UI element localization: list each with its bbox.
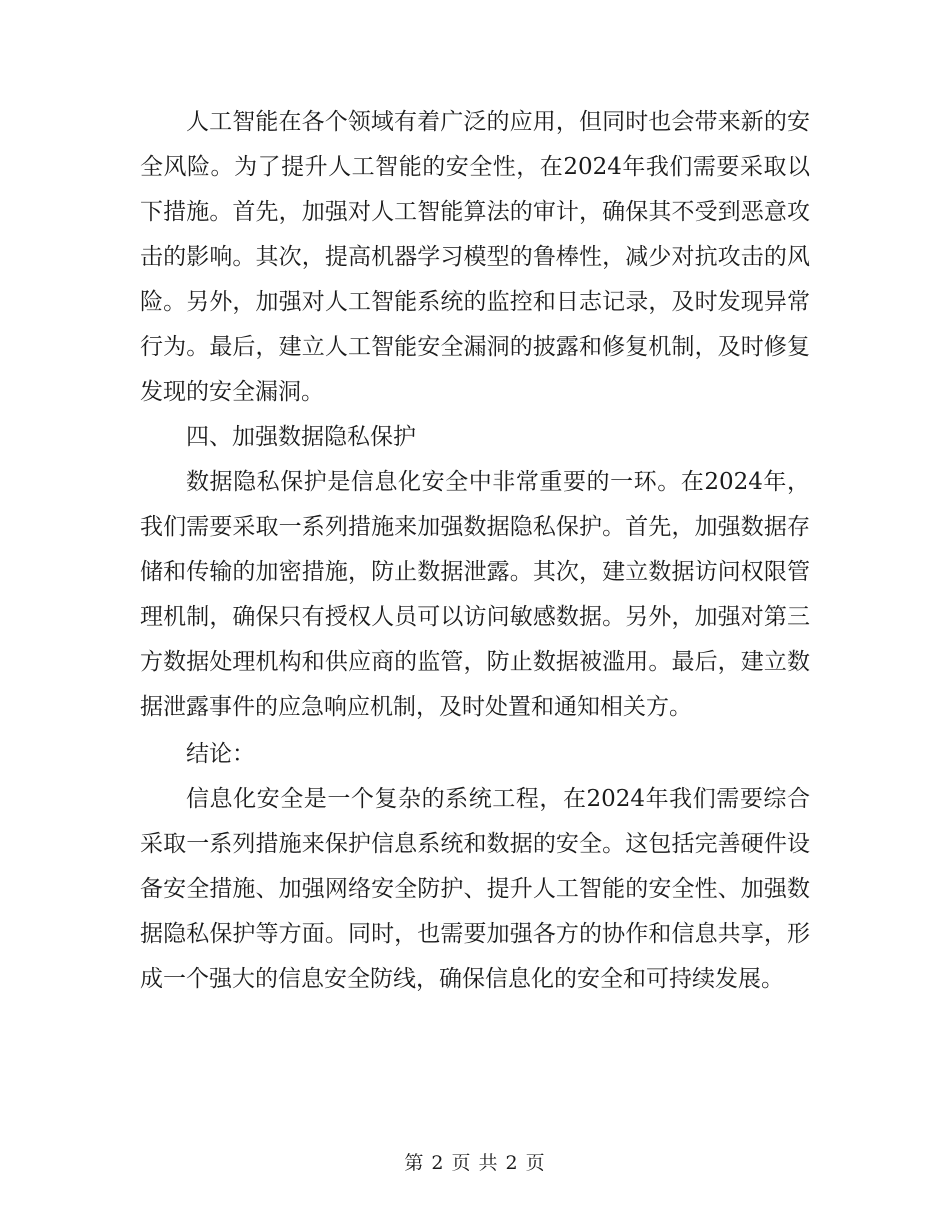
page-number-footer: 第 2 页 共 2 页 xyxy=(404,1152,546,1174)
conclusion-heading: 结论： xyxy=(186,741,255,767)
section-heading-data-privacy: 四、加强数据隐私保护 xyxy=(186,424,416,450)
document-body xyxy=(140,100,810,1002)
paragraph-ai-security: 人工智能在各个领域有着广泛的应用，但同时也会带来新的安全风险。为了提升人工智能的安全性，在2024年我们需要采取以下措施。首先，加强对人工智能算法的审计，确保其不受到恶意攻击的影响。其次，提高机器学习模型的鲁棒性，减少对抗攻击的风险。另外，加强对人工智能系统的监控和日志记录，及时发现异常行为。最后，建立人工智能安全漏洞的披露和修复机制，及时修复发现的安全漏洞。 xyxy=(140,109,810,405)
paragraph-data-privacy: 数据隐私保护是信息化安全中非常重要的一环。在2024年，我们需要采取一系列措施来加强数据隐私保护。首先，加强数据存储和传输的加密措施，防止数据泄露。其次，建立数据访问权限管理机制，确保只有授权人员可以访问敏感数据。另外，加强对第三方数据处理机构和供应商的监管，防止数据被滥用。最后，建立数据泄露事件的应急响应机制，及时处置和通知相关方。 xyxy=(140,469,810,720)
paragraph-conclusion: 信息化安全是一个复杂的系统工程，在2024年我们需要综合采取一系列措施来保护信息系统和数据的安全。这包括完善硬件设备安全措施、加强网络安全防护、提升人工智能的安全性、加强数据隐私保护等方面。同时，也需要加强各方的协作和信息共享，形成一个强大的信息安全防线，确保信息化的安全和可持续发展。 xyxy=(140,786,810,992)
